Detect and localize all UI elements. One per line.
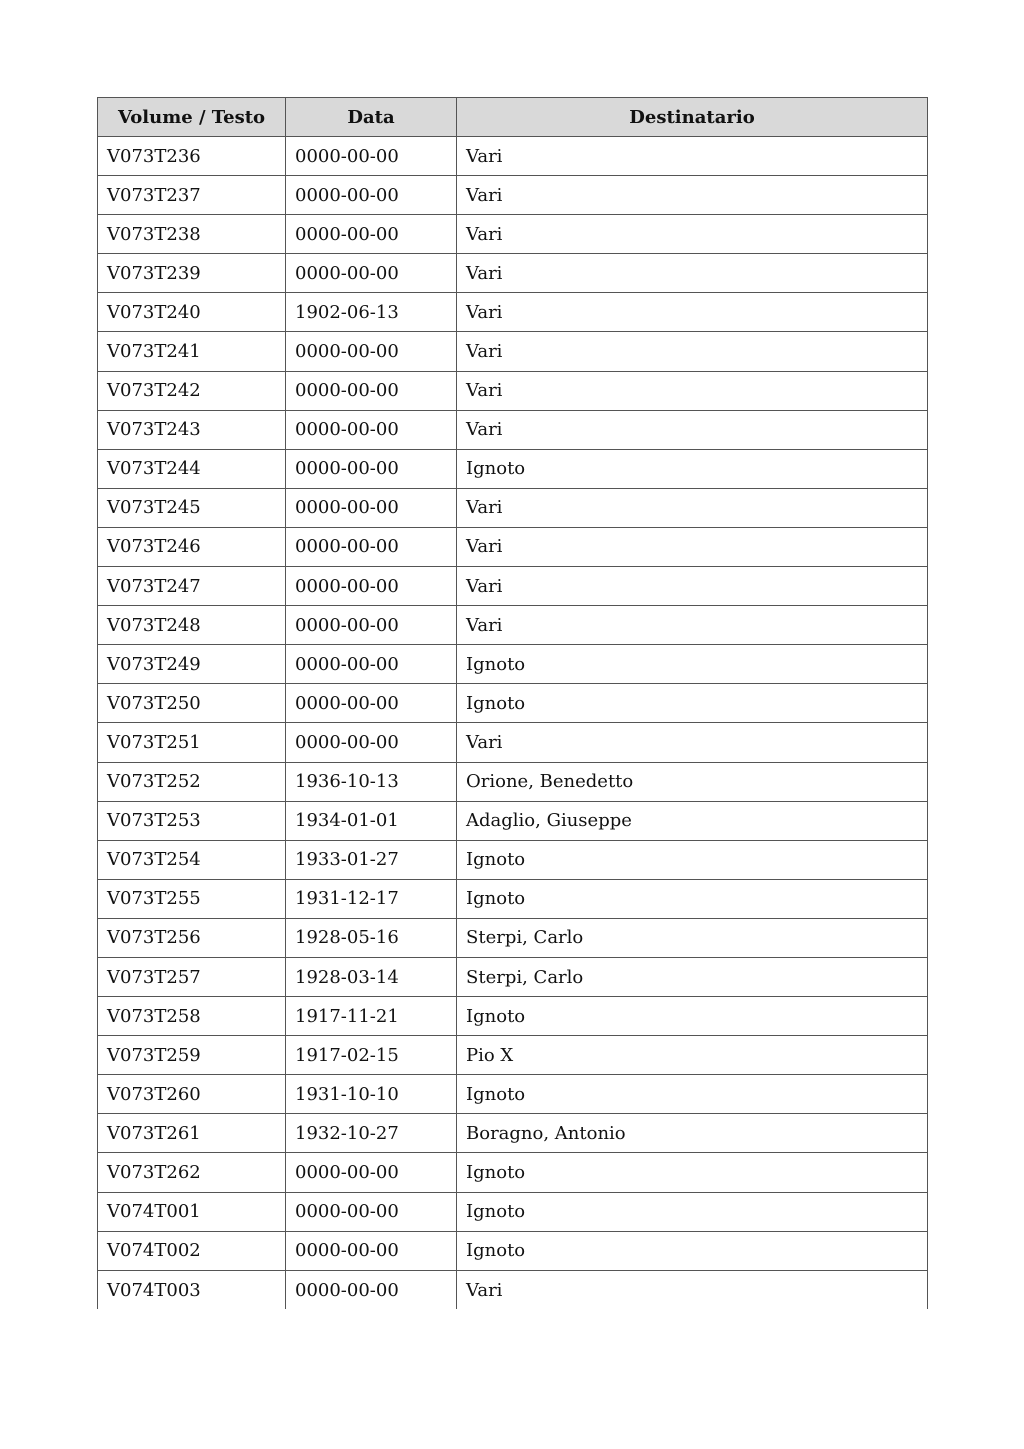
table-row (98, 997, 928, 1036)
data-cell: 1932-10-27 (286, 1114, 457, 1153)
data-cell: 0000-00-00 (286, 1153, 457, 1192)
volume-testo-cell: V073T238 (98, 215, 286, 254)
table-row (98, 801, 928, 840)
destinatario-cell: Sterpi, Carlo (457, 918, 928, 957)
table-row (98, 1036, 928, 1075)
table-row (98, 332, 928, 371)
table-row (98, 723, 928, 762)
table-row (98, 762, 928, 801)
data-cell: 1917-11-21 (286, 997, 457, 1036)
destinatario-cell: Vari (457, 293, 928, 332)
volume-testo-cell: V073T243 (98, 410, 286, 449)
data-cell: 0000-00-00 (286, 1270, 457, 1309)
volume-testo-cell: V073T255 (98, 879, 286, 918)
volume-testo-cell: V073T262 (98, 1153, 286, 1192)
volume-testo-cell: V073T240 (98, 293, 286, 332)
destinatario-cell: Ignoto (457, 879, 928, 918)
data-cell: 1936-10-13 (286, 762, 457, 801)
data-cell: 0000-00-00 (286, 449, 457, 488)
destinatario-cell: Vari (457, 332, 928, 371)
destinatario-cell: Vari (457, 137, 928, 176)
volume-testo-cell: V073T246 (98, 527, 286, 566)
data-cell: 0000-00-00 (286, 254, 457, 293)
data-cell: 0000-00-00 (286, 645, 457, 684)
volume-testo-cell: V073T254 (98, 840, 286, 879)
data-cell: 1934-01-01 (286, 801, 457, 840)
data-cell: 1933-01-27 (286, 840, 457, 879)
destinatario-cell: Vari (457, 410, 928, 449)
table-row (98, 684, 928, 723)
data-cell: 1928-03-14 (286, 957, 457, 996)
volume-testo-cell: V073T252 (98, 762, 286, 801)
volume-testo-cell: V074T003 (98, 1270, 286, 1309)
data-cell: 1917-02-15 (286, 1036, 457, 1075)
volume-testo-cell: V073T248 (98, 606, 286, 645)
data-cell: 1931-10-10 (286, 1075, 457, 1114)
destinatario-cell: Pio X (457, 1036, 928, 1075)
table-row (98, 254, 928, 293)
destinatario-cell: Ignoto (457, 1153, 928, 1192)
table-row (98, 1270, 928, 1309)
destinatario-cell: Vari (457, 567, 928, 606)
table-row (98, 488, 928, 527)
destinatario-cell: Sterpi, Carlo (457, 957, 928, 996)
destinatario-cell: Ignoto (457, 1075, 928, 1114)
table-row (98, 527, 928, 566)
volume-testo-cell: V073T237 (98, 176, 286, 215)
data-cell: 0000-00-00 (286, 567, 457, 606)
table-row (98, 840, 928, 879)
destinatario-cell: Vari (457, 371, 928, 410)
volume-testo-cell: V074T002 (98, 1231, 286, 1270)
data-cell: 0000-00-00 (286, 1192, 457, 1231)
data-cell: 0000-00-00 (286, 684, 457, 723)
data-cell: 1902-06-13 (286, 293, 457, 332)
table-row (98, 449, 928, 488)
destinatario-cell: Vari (457, 1270, 928, 1309)
volume-testo-cell: V073T245 (98, 488, 286, 527)
volume-testo-cell: V073T251 (98, 723, 286, 762)
table-row (98, 410, 928, 449)
column-header-volume-testo: Volume / Testo (98, 98, 286, 137)
column-header-data: Data (286, 98, 457, 137)
volume-testo-cell: V073T260 (98, 1075, 286, 1114)
data-cell: 1931-12-17 (286, 879, 457, 918)
table-row (98, 957, 928, 996)
volume-testo-cell: V073T244 (98, 449, 286, 488)
destinatario-cell: Ignoto (457, 645, 928, 684)
destinatario-cell: Adaglio, Giuseppe (457, 801, 928, 840)
volume-testo-cell: V073T236 (98, 137, 286, 176)
table-row (98, 606, 928, 645)
volume-testo-cell: V073T247 (98, 567, 286, 606)
destinatario-cell: Vari (457, 723, 928, 762)
data-cell: 1928-05-16 (286, 918, 457, 957)
data-cell: 0000-00-00 (286, 723, 457, 762)
destinatario-cell: Vari (457, 176, 928, 215)
data-cell: 0000-00-00 (286, 410, 457, 449)
destinatario-cell: Ignoto (457, 1231, 928, 1270)
volume-testo-cell: V074T001 (98, 1192, 286, 1231)
table-row (98, 1192, 928, 1231)
destinatario-cell: Ignoto (457, 997, 928, 1036)
destinatario-cell: Ignoto (457, 449, 928, 488)
table-row (98, 371, 928, 410)
destinatario-cell: Boragno, Antonio (457, 1114, 928, 1153)
table-row (98, 1153, 928, 1192)
table-row (98, 137, 928, 176)
data-cell: 0000-00-00 (286, 215, 457, 254)
table-row (98, 176, 928, 215)
destinatario-cell: Vari (457, 215, 928, 254)
table-header (98, 98, 928, 137)
table-row (98, 918, 928, 957)
destinatario-cell: Vari (457, 527, 928, 566)
table-row (98, 1114, 928, 1153)
table-row (98, 215, 928, 254)
table-row (98, 293, 928, 332)
destinatario-cell: Orione, Benedetto (457, 762, 928, 801)
volume-testo-cell: V073T239 (98, 254, 286, 293)
volume-testo-cell: V073T242 (98, 371, 286, 410)
destinatario-cell: Vari (457, 254, 928, 293)
destinatario-cell: Ignoto (457, 840, 928, 879)
data-cell: 0000-00-00 (286, 371, 457, 410)
data-cell: 0000-00-00 (286, 606, 457, 645)
volume-testo-cell: V073T261 (98, 1114, 286, 1153)
destinatario-cell: Vari (457, 606, 928, 645)
header-row (98, 98, 928, 137)
column-header-destinatario: Destinatario (457, 98, 928, 137)
data-cell: 0000-00-00 (286, 137, 457, 176)
volume-testo-cell: V073T249 (98, 645, 286, 684)
volume-testo-cell: V073T256 (98, 918, 286, 957)
data-cell: 0000-00-00 (286, 176, 457, 215)
data-cell: 0000-00-00 (286, 332, 457, 371)
volume-testo-cell: V073T253 (98, 801, 286, 840)
volume-testo-cell: V073T241 (98, 332, 286, 371)
table-row (98, 1075, 928, 1114)
table-row (98, 645, 928, 684)
data-cell: 0000-00-00 (286, 1231, 457, 1270)
volume-testo-cell: V073T250 (98, 684, 286, 723)
destinatario-cell: Ignoto (457, 1192, 928, 1231)
table-row (98, 567, 928, 606)
volume-testo-cell: V073T257 (98, 957, 286, 996)
destinatario-cell: Vari (457, 488, 928, 527)
table-row (98, 879, 928, 918)
records-table (97, 97, 928, 1309)
data-cell: 0000-00-00 (286, 488, 457, 527)
destinatario-cell: Ignoto (457, 684, 928, 723)
volume-testo-cell: V073T258 (98, 997, 286, 1036)
data-cell: 0000-00-00 (286, 527, 457, 566)
table-row (98, 1231, 928, 1270)
volume-testo-cell: V073T259 (98, 1036, 286, 1075)
table-body (98, 137, 928, 1310)
